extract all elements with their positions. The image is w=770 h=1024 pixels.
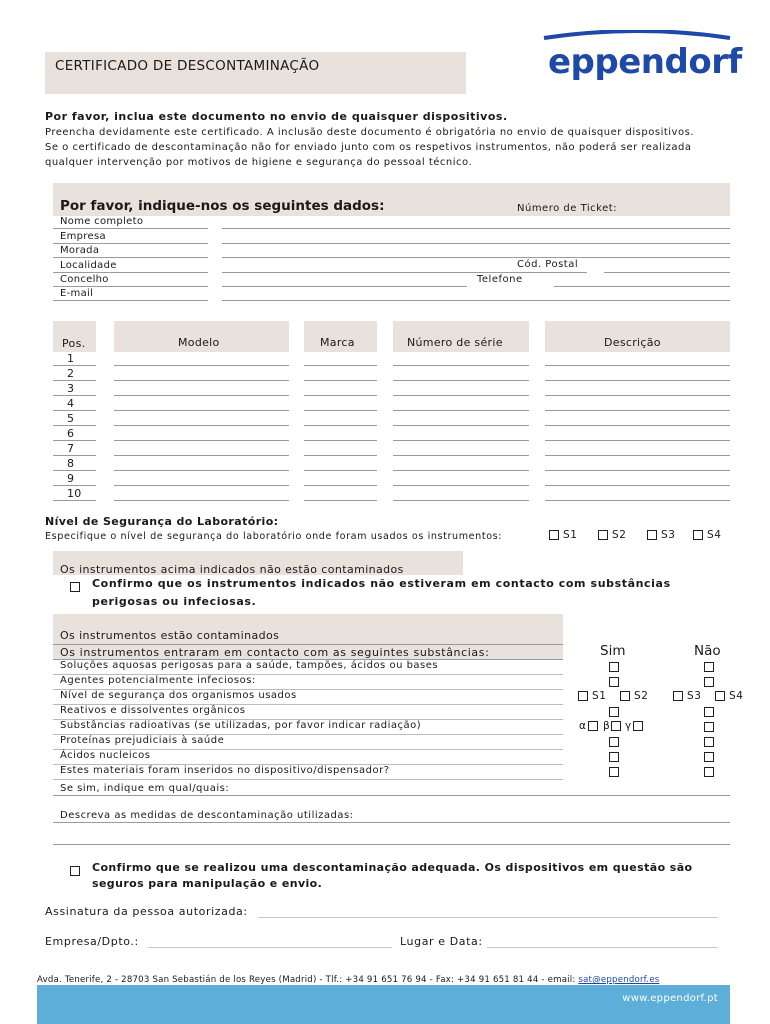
substance-no-checkbox[interactable] [704, 767, 714, 777]
device-row-pos: 3 [67, 382, 75, 395]
intro-bold: Por favor, inclua este documento no envio de quaisquer dispositivos. [45, 110, 508, 123]
device-row-divider [53, 470, 96, 471]
security-subtitle: Especifique o nível de segurança do laboratório onde foram usados os instrumentos: [45, 531, 503, 542]
substance-yes-checkbox[interactable] [609, 737, 619, 747]
level-s2-checkbox[interactable]: S2 [620, 690, 649, 702]
footer-email-link[interactable]: sat@eppendorf.es [578, 975, 660, 985]
phone-field[interactable] [554, 286, 730, 287]
signature-label: Assinatura da pessoa autorizada: [45, 905, 248, 918]
device-row-field[interactable] [393, 440, 529, 441]
device-row-field[interactable] [114, 380, 289, 381]
postal-code-field[interactable] [604, 272, 730, 273]
page-title: CERTIFICADO DE DESCONTAMINAÇÃO [55, 58, 320, 74]
security-title: Nível de Segurança do Laboratório: [45, 515, 279, 528]
security-s2-checkbox[interactable]: S2 [598, 529, 627, 541]
checkbox-icon [620, 691, 630, 701]
col-brand: Marca [320, 336, 355, 349]
device-row-field[interactable] [304, 395, 377, 396]
device-row-field[interactable] [545, 455, 730, 456]
place-date-label: Lugar e Data: [400, 935, 483, 948]
device-row-field[interactable] [304, 365, 377, 366]
checkbox-icon [588, 721, 598, 731]
device-row-divider [53, 440, 96, 441]
device-row-divider [53, 500, 96, 501]
device-row-field[interactable] [393, 380, 529, 381]
email-field[interactable] [222, 300, 730, 301]
signature-field[interactable] [258, 917, 718, 918]
describe-label: Descreva as medidas de descontaminação utilizadas: [60, 810, 354, 821]
if-yes-field[interactable] [53, 795, 730, 796]
device-row-field[interactable] [545, 410, 730, 411]
device-row-divider [53, 395, 96, 396]
final-confirm-2: seguros para manipulação e envio. [92, 877, 323, 890]
describe-field-1[interactable] [53, 822, 730, 823]
device-row-field[interactable] [545, 440, 730, 441]
col-serial: Número de série [407, 336, 503, 349]
county-field[interactable] [222, 286, 467, 287]
device-row-field[interactable] [545, 365, 730, 366]
checkbox-icon [549, 530, 559, 540]
security-s3-checkbox[interactable]: S3 [647, 529, 676, 541]
substance-yes-checkbox[interactable] [609, 677, 619, 687]
device-row-pos: 10 [67, 487, 82, 500]
col-model: Modelo [178, 336, 220, 349]
no-header: Não [694, 643, 721, 659]
device-row-pos: 6 [67, 427, 75, 440]
phone-label: Telefone [477, 274, 523, 285]
eppendorf-logo [538, 30, 742, 88]
substance-no-checkbox[interactable] [704, 662, 714, 672]
device-row-field[interactable] [393, 395, 529, 396]
final-confirm-checkbox[interactable] [70, 861, 80, 880]
not-contaminated-confirm-1: Confirmo que os instrumentos indicados não estiveram em contacto com substâncias [92, 577, 671, 590]
device-row-field[interactable] [114, 455, 289, 456]
not-contaminated-title: Os instrumentos acima indicados não estão contaminados [60, 563, 404, 576]
radiation-alpha-checkbox[interactable]: α [579, 720, 598, 732]
device-row-pos: 5 [67, 412, 75, 425]
field-label-county: Concelho [60, 274, 109, 285]
device-row-field[interactable] [114, 470, 289, 471]
device-row-field[interactable] [545, 395, 730, 396]
device-row-field[interactable] [114, 395, 289, 396]
substance-yes-checkbox[interactable] [609, 662, 619, 672]
device-row-pos: 1 [67, 352, 75, 365]
company-dept-field[interactable] [148, 947, 392, 948]
device-row-divider [53, 365, 96, 366]
device-row-field[interactable] [304, 455, 377, 456]
device-row-field[interactable] [304, 440, 377, 441]
substance-row-label: Soluções aquosas perigosas para a saúde, tampões, ácidos ou bases [60, 660, 439, 671]
substance-row-label: Nível de segurança dos organismos usados [60, 690, 297, 701]
device-row-field[interactable] [304, 470, 377, 471]
describe-field-2[interactable] [53, 844, 730, 845]
substance-yes-checkbox[interactable] [609, 752, 619, 762]
data-section-title: Por favor, indique-nos os seguintes dados: [60, 198, 385, 214]
field-label-company: Empresa [60, 231, 106, 242]
postal-code-label: Cód. Postal [517, 259, 579, 270]
device-row-field[interactable] [393, 425, 529, 426]
substance-no-checkbox[interactable] [704, 737, 714, 747]
checkbox-icon [647, 530, 657, 540]
checkbox-icon [598, 530, 608, 540]
substance-row-divider [53, 779, 563, 780]
level-s3-checkbox[interactable]: S3 [673, 690, 702, 702]
device-row-pos: 7 [67, 442, 75, 455]
device-row-field[interactable] [304, 380, 377, 381]
field-label-name: Nome completo [60, 216, 144, 227]
city-field[interactable] [222, 272, 587, 273]
device-row-field[interactable] [304, 485, 377, 486]
device-row-field[interactable] [545, 380, 730, 381]
substance-row-label: Agentes potencialmente infeciosos: [60, 675, 256, 686]
ticket-label: Número de Ticket: [517, 203, 618, 214]
device-row-field[interactable] [114, 410, 289, 411]
device-row-field[interactable] [304, 410, 377, 411]
substance-no-checkbox[interactable] [704, 722, 714, 732]
title-box [45, 52, 466, 94]
device-row-field[interactable] [304, 425, 377, 426]
not-contaminated-checkbox[interactable] [70, 577, 80, 596]
device-row-field[interactable] [545, 425, 730, 426]
substance-row-label: Ácidos nucleicos [60, 750, 151, 761]
device-row-field[interactable] [114, 425, 289, 426]
company-field[interactable] [222, 243, 730, 244]
place-date-field[interactable] [487, 947, 718, 948]
device-row-field[interactable] [114, 500, 289, 501]
checkbox-icon [633, 721, 643, 731]
if-yes-label: Se sim, indique em qual/quais: [60, 783, 230, 794]
radiation-gamma-checkbox[interactable]: γ [625, 720, 643, 732]
device-row-field[interactable] [114, 365, 289, 366]
device-row-pos: 2 [67, 367, 75, 380]
level-s4-checkbox[interactable]: S4 [715, 690, 744, 702]
device-row-field[interactable] [304, 500, 377, 501]
substance-no-checkbox[interactable] [704, 752, 714, 762]
yes-header: Sim [600, 643, 626, 659]
checkbox-icon [673, 691, 683, 701]
device-row-field[interactable] [393, 365, 529, 366]
address-field[interactable] [222, 257, 730, 258]
checkbox-icon [70, 866, 80, 876]
field-label-city: Localidade [60, 260, 117, 271]
intro-line-2: Se o certificado de descontaminação não for enviado junto com os respetivos instrumentos, não poderá ser realizada [45, 142, 692, 153]
radiation-beta-checkbox[interactable]: β [603, 720, 621, 732]
security-s1-checkbox[interactable]: S1 [549, 529, 578, 541]
substance-row-label: Proteínas prejudiciais à saúde [60, 735, 225, 746]
device-row-pos: 4 [67, 397, 75, 410]
substance-row-label: Reativos e dissolventes orgânicos [60, 705, 246, 716]
company-dept-label: Empresa/Dpto.: [45, 935, 139, 948]
col-description: Descrição [604, 336, 661, 349]
device-row-field[interactable] [393, 410, 529, 411]
security-s4-checkbox[interactable]: S4 [693, 529, 722, 541]
field-label-address: Morada [60, 245, 100, 256]
substance-yes-checkbox[interactable] [609, 707, 619, 717]
contaminated-title: Os instrumentos estão contaminados [60, 629, 280, 642]
name-field[interactable] [222, 228, 730, 229]
contaminated-subtitle: Os instrumentos entraram em contacto com as seguintes substâncias: [60, 646, 490, 659]
device-row-field[interactable] [393, 500, 529, 501]
footer-website[interactable]: www.eppendorf.pt [622, 993, 718, 1004]
device-row-divider [53, 455, 96, 456]
final-confirm-1: Confirmo que se realizou uma descontaminação adequada. Os dispositivos em questão são [92, 861, 693, 874]
device-row-field[interactable] [545, 500, 730, 501]
device-row-field[interactable] [114, 485, 289, 486]
substance-no-checkbox[interactable] [704, 707, 714, 717]
device-row-field[interactable] [545, 485, 730, 486]
device-row-divider [53, 485, 96, 486]
substance-row-label: Substâncias radioativas (se utilizadas, por favor indicar radiação) [60, 720, 422, 731]
device-row-pos: 8 [67, 457, 75, 470]
field-label-email: E-mail [60, 288, 94, 299]
not-contaminated-confirm-2: perigosas ou infeciosas. [92, 595, 257, 608]
device-row-divider [53, 425, 96, 426]
col-pos: Pos. [62, 337, 86, 350]
footer-address: Avda. Tenerife, 2 - 28703 San Sebastián de los Reyes (Madrid) - Tlf.: +34 91 651 76 94 - Fax: +34 91 651 81 44 - email: sat@eppendorf.es [37, 975, 660, 985]
brand-name: eppendorf [548, 42, 742, 82]
intro-line-3: qualquer intervenção por motivos de higiene e segurança do pessoal técnico. [45, 157, 473, 168]
device-row-divider [53, 380, 96, 381]
checkbox-icon [611, 721, 621, 731]
device-row-field[interactable] [114, 440, 289, 441]
substance-no-checkbox[interactable] [704, 677, 714, 687]
device-row-divider [53, 410, 96, 411]
checkbox-icon [578, 691, 588, 701]
checkbox-icon [715, 691, 725, 701]
substance-yes-checkbox[interactable] [609, 767, 619, 777]
checkbox-icon [693, 530, 703, 540]
device-row-pos: 9 [67, 472, 75, 485]
device-row-field[interactable] [393, 470, 529, 471]
device-row-field[interactable] [393, 485, 529, 486]
checkbox-icon [70, 582, 80, 592]
footer-bar [37, 985, 730, 1024]
level-s1-checkbox[interactable]: S1 [578, 690, 607, 702]
device-row-field[interactable] [393, 455, 529, 456]
substance-row-label: Estes materiais foram inseridos no dispositivo/dispensador? [60, 765, 390, 776]
device-row-field[interactable] [545, 470, 730, 471]
intro-line-1: Preencha devidamente este certificado. A inclusão deste documento é obrigatória no envio de quaisquer dispositivos. [45, 127, 694, 138]
